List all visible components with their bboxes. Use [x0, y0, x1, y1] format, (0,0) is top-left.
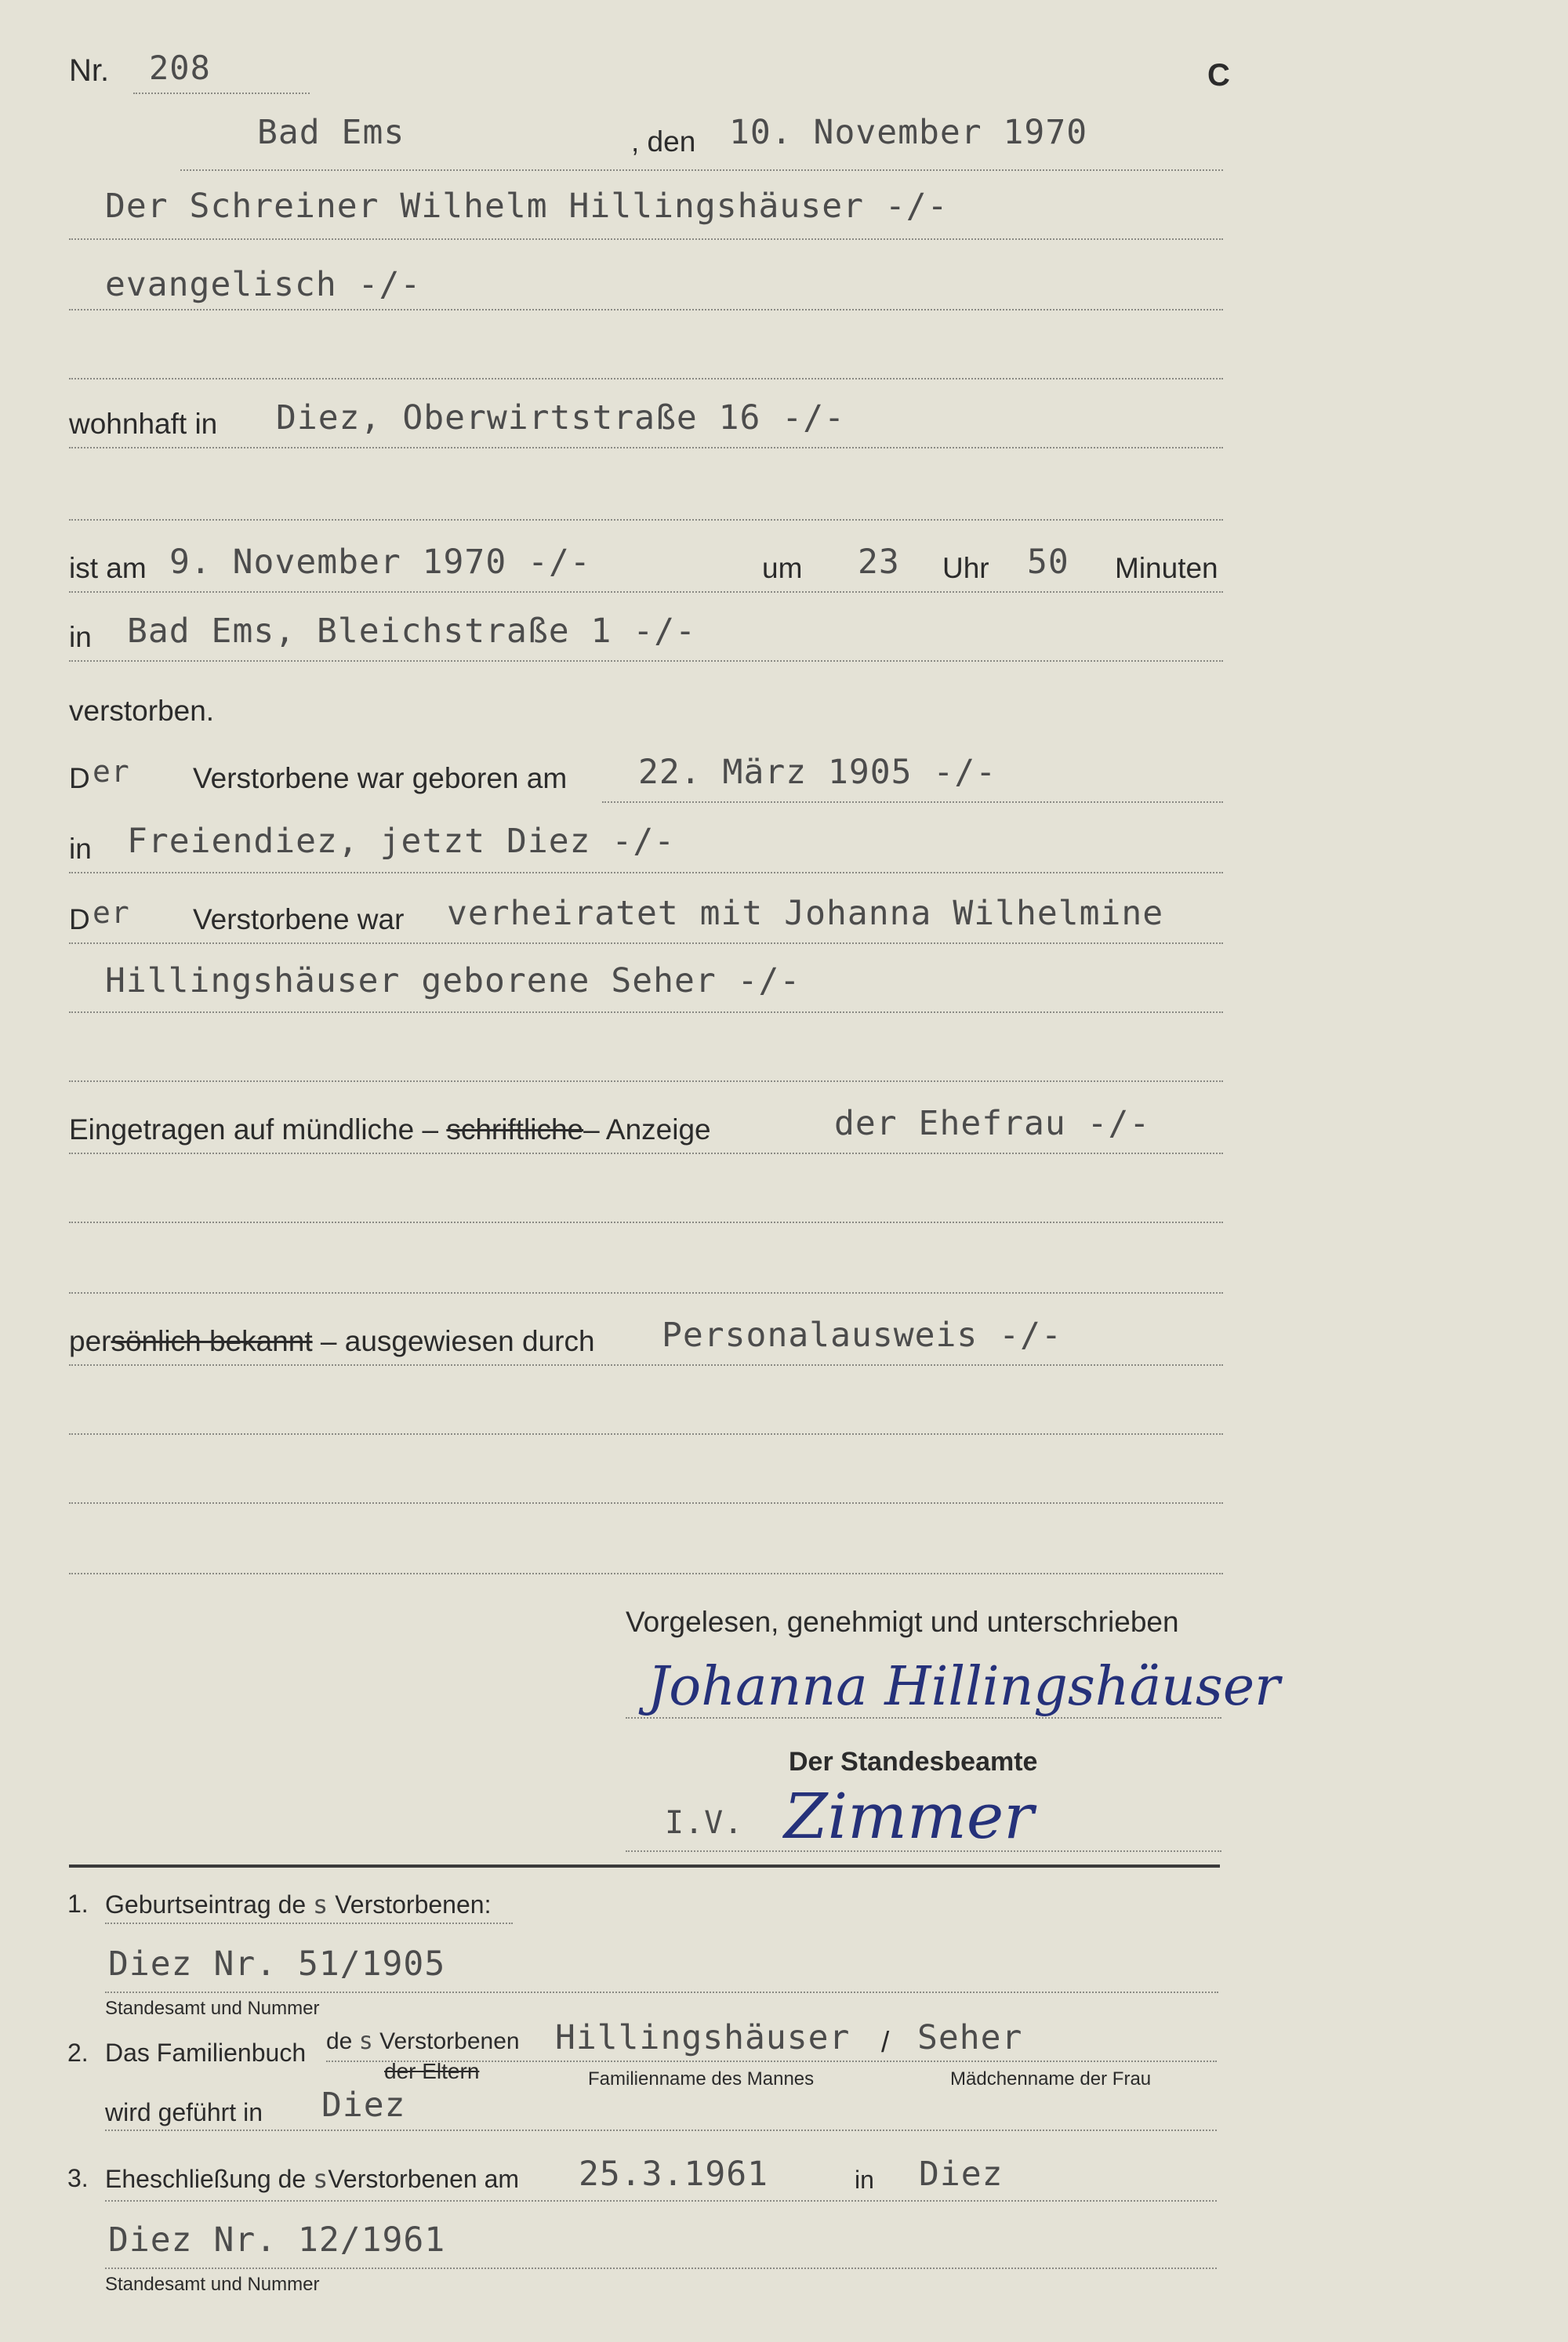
identity-struck-words: sönlich bekannt — [111, 1325, 313, 1357]
birth-er-suffix: er — [93, 754, 130, 789]
blank-row-3 — [69, 1013, 1223, 1082]
blank-row-5 — [69, 1225, 1223, 1294]
entry-number: 208 — [149, 49, 211, 87]
note-1-number: 1. — [67, 1890, 89, 1918]
verstorben-label: verstorben. — [69, 695, 215, 727]
residence-row — [69, 379, 1223, 448]
blank-row-4 — [69, 1154, 1223, 1223]
death-place: Bad Ems, Bleichstraße 1 -/- — [127, 612, 696, 651]
note-2-number: 2. — [67, 2039, 89, 2067]
official-title: Der Standesbeamte — [789, 1747, 1038, 1777]
place-date-row — [180, 102, 1223, 171]
note-2-place: Diez — [321, 2086, 406, 2125]
birth-in-label: in — [69, 833, 92, 865]
religion: evangelisch -/- — [105, 265, 422, 304]
note-2-wife-name: Seher — [917, 2018, 1023, 2057]
note-3-caption: Standesamt und Nummer — [105, 2274, 320, 2295]
marital-line-1: verheiratet mit Johanna Wilhelmine — [447, 894, 1164, 933]
iv-label: I.V. — [665, 1805, 744, 1841]
death-hour: 23 — [858, 543, 900, 582]
official-signature: Zimmer — [784, 1780, 1034, 1853]
birth-label: Verstorbene war geboren am — [193, 762, 568, 794]
note-2-separator: / — [881, 2026, 890, 2058]
ist-am-label: ist am — [69, 552, 147, 584]
registry-place: Bad Ems — [257, 113, 405, 152]
report-struck-word: schriftliche — [446, 1113, 584, 1146]
note-2-label: Das Familienbuch — [105, 2039, 307, 2067]
birth-date: 22. März 1905 -/- — [638, 753, 997, 792]
note-3-date: 25.3.1961 — [579, 2155, 768, 2194]
death-date: 9. November 1970 -/- — [169, 543, 591, 582]
marital-row — [69, 875, 1223, 944]
death-time-row — [69, 524, 1223, 593]
identity-row — [69, 1297, 1223, 1366]
birth-place: Freiendiez, jetzt Diez -/- — [127, 822, 676, 861]
birth-place-row — [69, 804, 1223, 873]
official-signature-line — [626, 1850, 1221, 1852]
deceased-name: Der Schreiner Wilhelm Hillingshäuser -/- — [105, 187, 949, 226]
blank-row-6 — [69, 1366, 1223, 1435]
identity-value: Personalausweis -/- — [662, 1316, 1062, 1355]
blank-row-8 — [69, 1505, 1223, 1574]
note-2-husband-caption: Familienname des Mannes — [588, 2068, 815, 2090]
birth-date-row — [69, 734, 1223, 803]
closing-formula: Vorgelesen, genehmigt und unterschrieben — [626, 1606, 1179, 1638]
informant-signature: Johanna Hillingshäuser — [648, 1656, 1280, 1718]
identity-label: persönlich bekannt – ausgewiesen durch — [69, 1325, 595, 1357]
blank-row-7 — [69, 1435, 1223, 1504]
note-1-caption: Standesamt und Nummer — [105, 1998, 320, 2019]
note-2-kept-in-label: wird geführt in — [105, 2098, 263, 2126]
informant-signature-line — [626, 1717, 1221, 1719]
report-row — [69, 1085, 1223, 1154]
marital-line-2: Hillingshäuser geborene Seher -/- — [105, 961, 801, 1000]
den-label: , den — [631, 125, 696, 158]
marital-d-prefix: D — [69, 903, 90, 935]
deceased-name-row — [69, 171, 1223, 240]
wohnhaft-label: wohnhaft in — [69, 408, 218, 440]
note-3-place: Diez — [919, 2155, 1004, 2194]
note-2-wife-caption: Mädchenname der Frau — [950, 2068, 1152, 2090]
uhr-label: Uhr — [942, 552, 989, 584]
note-3-value: Diez Nr. 12/1961 — [108, 2220, 446, 2260]
marital-er-suffix: er — [93, 895, 130, 930]
note-2-subject: de s Verstorbenen — [326, 2028, 520, 2055]
minuten-label: Minuten — [1115, 552, 1218, 584]
report-value: der Ehefrau -/- — [834, 1104, 1151, 1143]
marital-label: Verstorbene war — [193, 903, 405, 935]
death-minute: 50 — [1027, 543, 1069, 582]
birth-d-prefix: D — [69, 762, 90, 794]
religion-row — [69, 241, 1223, 310]
nr-dotted-line — [133, 93, 310, 94]
note-3-number: 3. — [67, 2164, 89, 2192]
blank-row-2 — [69, 452, 1223, 521]
blank-row-1 — [69, 310, 1223, 379]
report-label: Eingetragen auf mündliche – schriftliche– Anzeige — [69, 1113, 711, 1146]
corner-letter: C — [1207, 58, 1230, 93]
death-in-label: in — [69, 621, 92, 653]
death-place-row — [69, 593, 1223, 662]
residence-address: Diez, Oberwirtstraße 16 -/- — [276, 398, 845, 438]
note-2-struck: der Eltern — [384, 2059, 480, 2083]
note-1-value: Diez Nr. 51/1905 — [108, 1944, 446, 1984]
note-3-label: Eheschließung de sVerstorbenen am — [105, 2164, 520, 2194]
note-1-label: Geburtseintrag de s Verstorbenen: — [105, 1890, 492, 1919]
marital-line-2-row — [69, 944, 1223, 1013]
note-3-in-label: in — [855, 2166, 874, 2194]
registry-date: 10. November 1970 — [729, 113, 1088, 152]
section-divider — [69, 1865, 1220, 1868]
note-2-husband-name: Hillingshäuser — [555, 2018, 851, 2057]
nr-label: Nr. — [69, 53, 110, 88]
um-label: um — [762, 552, 803, 584]
